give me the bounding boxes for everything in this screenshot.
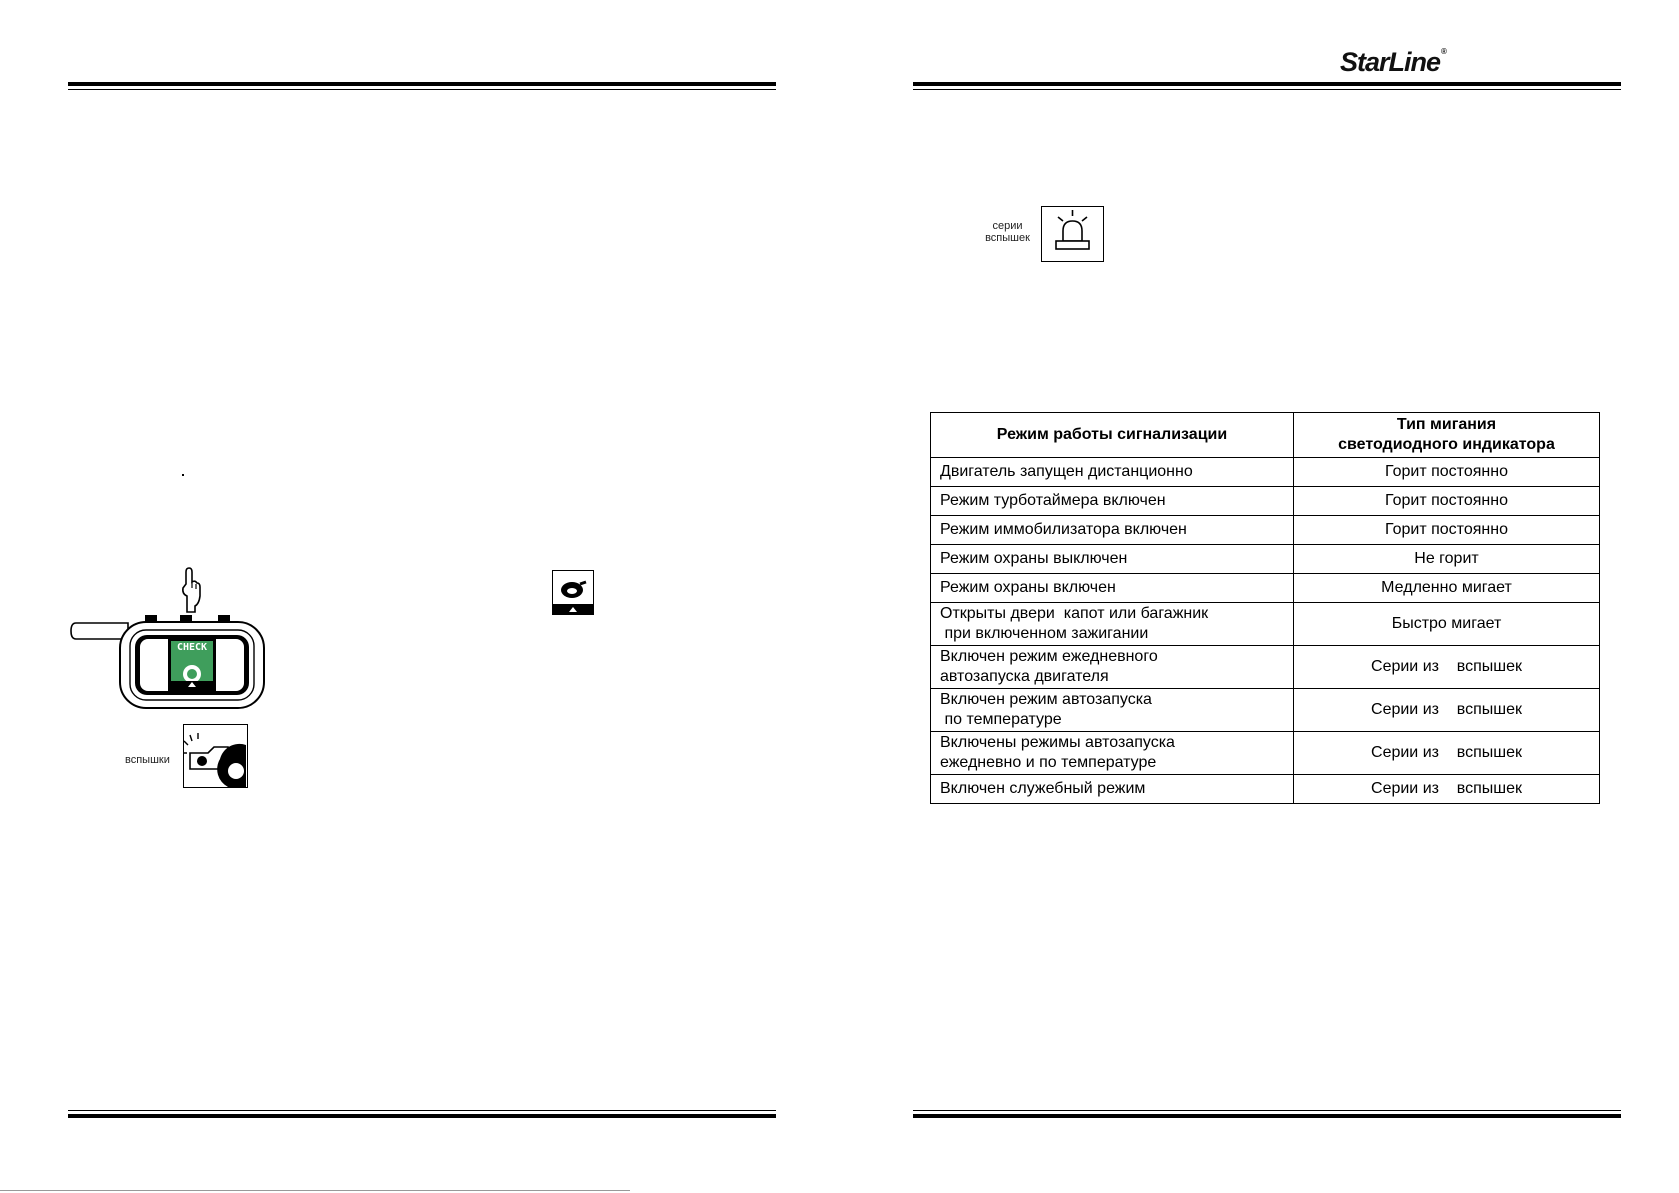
row-mode-line1: Включен режим автозапуска — [940, 691, 1152, 708]
brand-name: StarLine — [1340, 47, 1441, 77]
table-row — [931, 732, 1600, 775]
left-footer-rule-thin — [68, 1110, 776, 1111]
table-row — [931, 646, 1600, 689]
row-blink: Серии из вспышек — [1294, 732, 1600, 775]
right-header-rule-thin — [913, 89, 1621, 90]
alarm-beacon-icon — [1041, 206, 1104, 262]
header-mode: Режим работы сигнализации — [931, 413, 1294, 458]
engine-check-icon — [552, 570, 594, 615]
left-header-rule-thick — [68, 82, 776, 86]
row-mode — [931, 574, 1294, 603]
headlight-flash-icon — [183, 724, 248, 788]
row-blink: Серии из вспышек — [1294, 775, 1600, 804]
row-blink: Не горит — [1294, 545, 1600, 574]
flash-series-label — [980, 220, 1035, 244]
brand-reg-mark: ® — [1441, 47, 1446, 56]
table-row — [931, 574, 1600, 603]
flash-series-label-line2: вспышек — [985, 232, 1030, 244]
row-mode — [931, 458, 1294, 487]
row-blink: Медленно мигает — [1294, 574, 1600, 603]
alarm-modes-table — [930, 412, 1600, 804]
left-header-rule-thin — [68, 89, 776, 90]
fob-display-text: CHECK — [176, 642, 208, 653]
key-fob-icon — [70, 612, 266, 712]
header-blink-line1: Тип мигания — [1396, 416, 1497, 433]
row-blink: Горит постоянно — [1294, 458, 1600, 487]
row-mode — [931, 775, 1294, 804]
row-mode-line1: Режим иммобилизатора включен — [940, 521, 1187, 538]
right-footer-rule-thick — [913, 1114, 1621, 1118]
hand-pointer-icon — [178, 566, 204, 614]
table-row — [931, 545, 1600, 574]
table-row — [931, 775, 1600, 804]
row-blink: Горит постоянно — [1294, 487, 1600, 516]
row-mode — [931, 646, 1294, 689]
table-row — [931, 689, 1600, 732]
table-row — [931, 487, 1600, 516]
row-mode-line1: Двигатель запущен дистанционно — [940, 463, 1193, 480]
table-header-row — [931, 413, 1600, 458]
row-mode — [931, 487, 1294, 516]
stray-dot — [182, 474, 184, 476]
right-header-rule-thick — [913, 82, 1621, 86]
flashes-label: вспышки — [125, 754, 170, 766]
row-mode-line2: при включенном зажигании — [940, 625, 1149, 642]
header-blink — [1294, 413, 1600, 458]
row-mode-line1: Включен режим ежедневного — [940, 648, 1158, 665]
flash-series-label-line1: серии — [992, 220, 1023, 232]
table-row — [931, 516, 1600, 545]
row-blink: Серии из вспышек — [1294, 689, 1600, 732]
row-mode-line1: Включены режимы автозапуска — [940, 734, 1175, 751]
row-mode — [931, 689, 1294, 732]
row-mode — [931, 545, 1294, 574]
row-mode-line2: ежедневно и по температуре — [940, 754, 1157, 771]
row-mode-line1: Открыты двери капот или багажник — [940, 605, 1209, 622]
row-mode-line1: Режим охраны включен — [940, 579, 1116, 596]
scan-edge-line — [0, 1190, 630, 1191]
header-blink-line2: светодиодного индикатора — [1338, 436, 1555, 453]
row-mode-line2: автозапуска двигателя — [940, 668, 1109, 685]
left-footer-rule-thick — [68, 1114, 776, 1118]
row-blink: Быстро мигает — [1294, 603, 1600, 646]
row-mode-line1: Включен служебный режим — [940, 780, 1146, 797]
row-mode-line1: Режим турботаймера включен — [940, 492, 1166, 509]
table-row — [931, 458, 1600, 487]
row-blink: Серии из вспышек — [1294, 646, 1600, 689]
row-mode — [931, 516, 1294, 545]
row-mode-line1: Режим охраны выключен — [940, 550, 1128, 567]
right-footer-rule-thin — [913, 1110, 1621, 1111]
row-mode — [931, 603, 1294, 646]
row-mode-line2: по температуре — [940, 711, 1062, 728]
table-row — [931, 603, 1600, 646]
brand-logo — [1340, 47, 1446, 78]
row-mode — [931, 732, 1294, 775]
row-blink: Горит постоянно — [1294, 516, 1600, 545]
